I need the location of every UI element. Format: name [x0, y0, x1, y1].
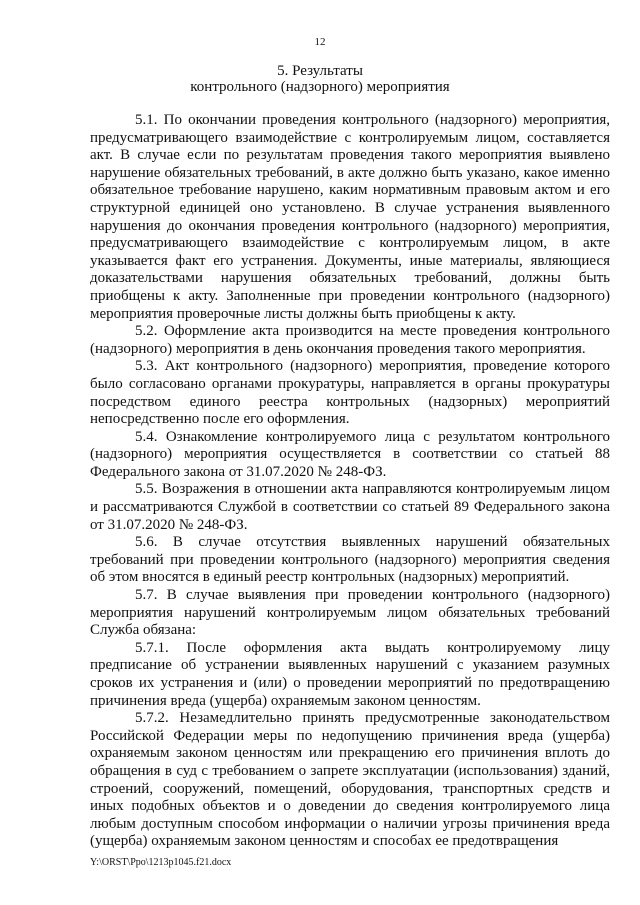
page-number: 12 — [314, 36, 326, 48]
paragraph-5-7: 5.7. В случае выявления при проведении контрольного (надзорного) мероприятия нарушений контролируемым лицом обязательных требований Служба обязана: — [90, 587, 610, 639]
paragraph-5-7-1: 5.7.1. После оформления акта выдать контролируемому лицу предписание об устранении выявленных нарушений с указанием разумных сроков их устранения и (или) о проведении мероприятий по предотвращению причинения вреда (ущерба) охраняемым законом ценностям. — [90, 639, 610, 709]
section-heading — [0, 63, 640, 95]
document-body — [90, 112, 610, 851]
section-title-line2: контрольного (надзорного) мероприятия — [190, 79, 450, 95]
paragraph-5-3: 5.3. Акт контрольного (надзорного) мероприятия, проведение которого было согласовано органами прокуратуры, направляется в органы прокуратуры посредством единого реестра контрольных (надзорных) мероприятий непосредственно после его оформления. — [90, 358, 610, 428]
paragraph-5-2: 5.2. Оформление акта производится на месте проведения контрольного (надзорного) мероприятия в день окончания проведения такого мероприятия. — [90, 323, 610, 357]
paragraph-5-7-2: 5.7.2. Незамедлительно принять предусмотренные законодательством Российской Федерации меры по недопущению причинения вреда (ущерба) охраняемым законом ценностям или прекращению его причинения вплоть до обращения в суд с требованием о запрете эксплуатации (использования) зданий, строений, сооружений, помещений, оборудования, транспортных средств и иных подобных объектов и о доведении до сведения контролируемого лица любым доступным способом информации о наличии угрозы причинения вреда (ущерба) охраняемым законом ценностям и способах ее предотвращения — [90, 710, 610, 850]
paragraph-5-6: 5.6. В случае отсутствия выявленных нарушений обязательных требований при проведении контрольного (надзорного) мероприятия сведения об этом вносятся в единый реестр контрольных (надзорных) мероприятий. — [90, 534, 610, 586]
paragraph-5-1: 5.1. По окончании проведения контрольного (надзорного) мероприятия, предусматривающего взаимодействие с контролируемым лицом, составляется акт. В случае если по результатам проведения такого мероприятия выявлено нарушение обязательных требований, в акте должно быть указано, какое именно обязательное требование нарушено, каким нормативным правовым актом и его структурной единицей оно установлено. В случае устранения выявленного нарушения до окончания проведения контрольного (надзорного) мероприятия, предусматривающего взаимодействие с контролируемым лицом, в акте указывается факт его устранения. Документы, иные материалы, являющиеся доказательствами нарушения обязательных требований, должны быть приобщены к акту. Заполненные при проведении контрольного (надзорного) мероприятия проверочные листы должны быть приобщены к акту. — [90, 112, 610, 322]
paragraph-5-5: 5.5. Возражения в отношении акта направляются контролируемым лицом и рассматриваются Службой в соответствии со статьей 89 Федерального закона от 31.07.2020 № 248-ФЗ. — [90, 481, 610, 533]
paragraph-5-4: 5.4. Ознакомление контролируемого лица с результатом контрольного (надзорного) мероприятия осуществляется в соответствии со статьей 88 Федерального закона от 31.07.2020 № 248-ФЗ. — [90, 428, 610, 480]
footer-file-path: Y:\ORST\Ppo\1213p1045.f21.docx — [90, 857, 232, 868]
section-title-line1: 5. Результаты — [277, 63, 363, 79]
